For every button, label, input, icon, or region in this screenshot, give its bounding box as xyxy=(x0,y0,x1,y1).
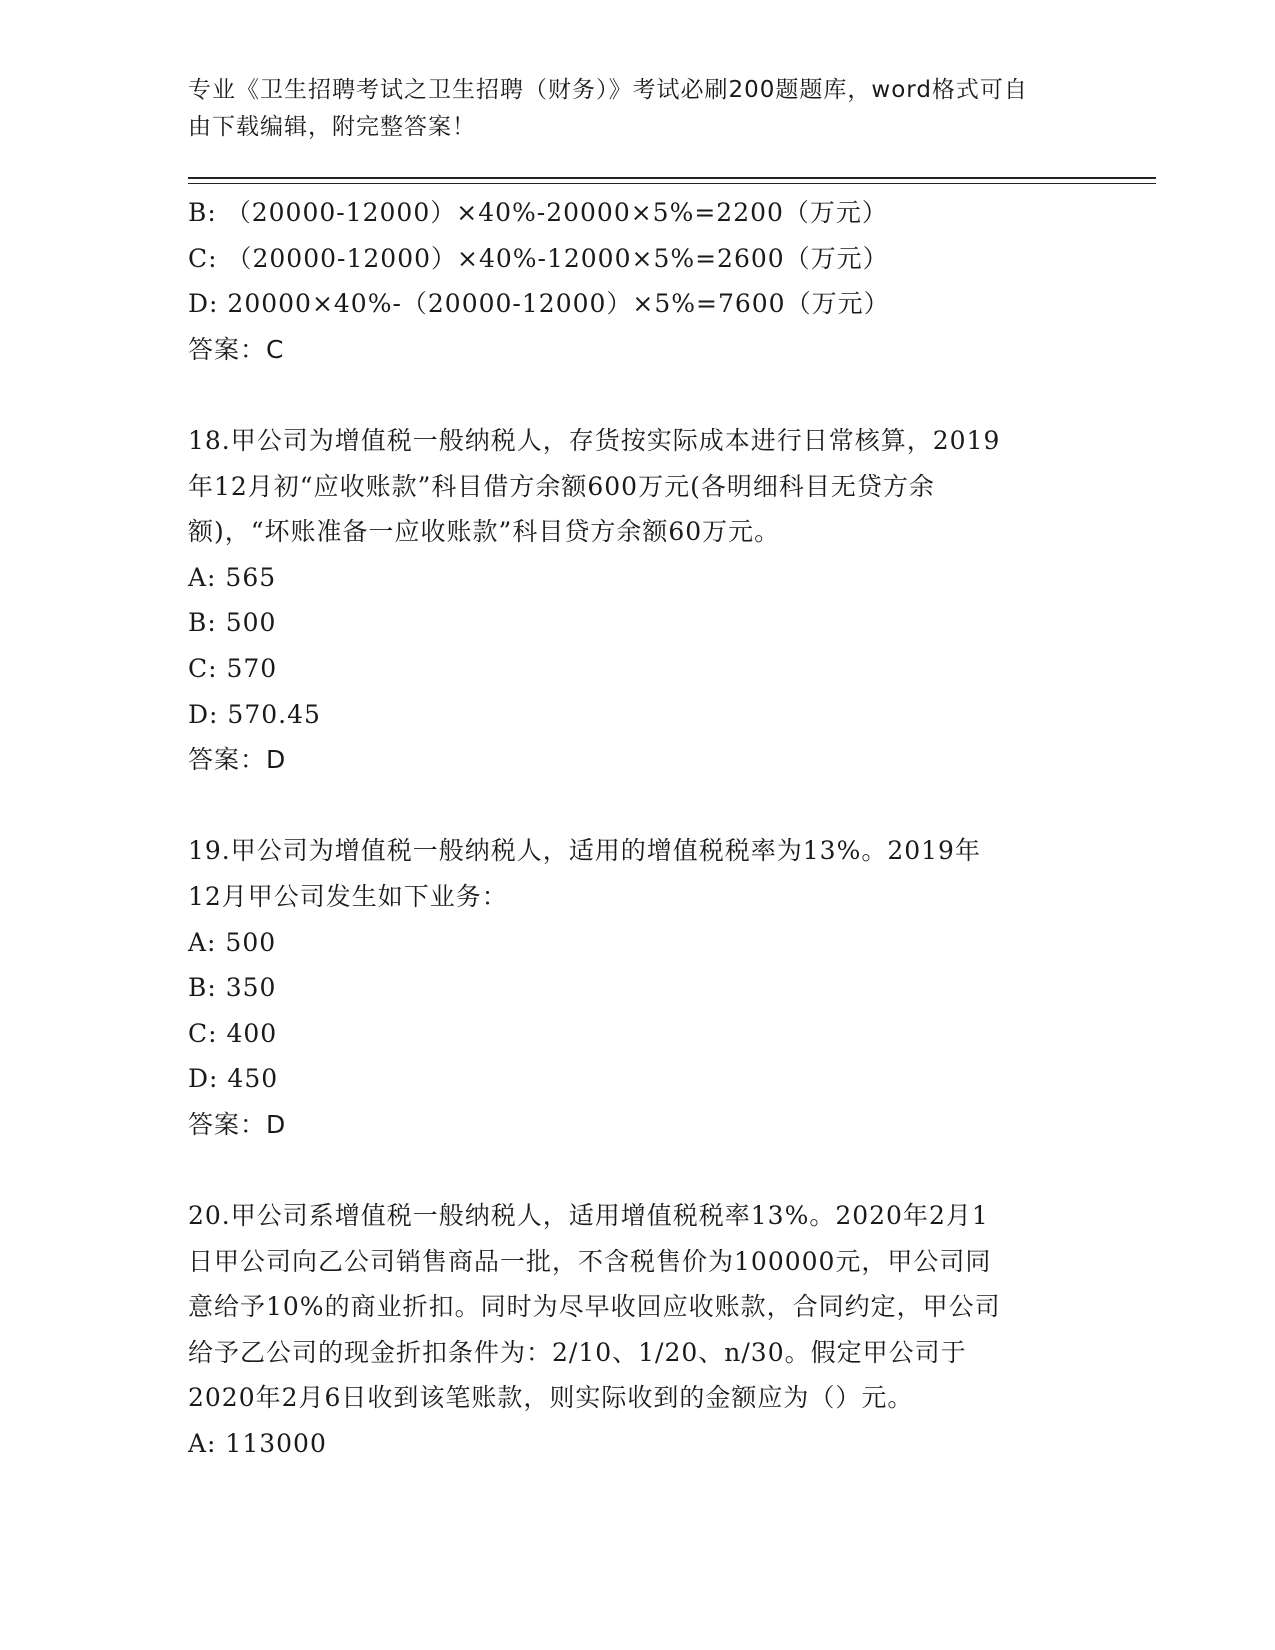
question-17-continued xyxy=(188,190,1088,372)
answer-label: 答案：D xyxy=(188,745,287,775)
question-line: 日甲公司向乙公司销售商品一批，不含税售价为100000元，甲公司同 xyxy=(188,1246,992,1276)
option-c: C: （20000-12000）×40%-12000×5%=2600（万元） xyxy=(188,243,889,273)
question-line: 12月甲公司发生如下业务： xyxy=(188,881,508,911)
document-header xyxy=(188,72,1068,146)
option-c: C: 400 xyxy=(188,1018,278,1048)
option-b: B: 500 xyxy=(188,608,277,638)
answer-label: 答案：D xyxy=(188,1109,287,1139)
question-line: 2020年2月6日收到该笔账款，则实际收到的金额应为（）元。 xyxy=(188,1383,914,1413)
question-18 xyxy=(188,418,1088,783)
header-line-2: 由下载编辑，附完整答案！ xyxy=(188,114,476,140)
question-list xyxy=(188,190,1088,1467)
question-line: 意给予10%的商业折扣。同时为尽早收回应收账款，合同约定，甲公司 xyxy=(188,1292,1001,1322)
question-20 xyxy=(188,1193,1088,1467)
question-line: 20.甲公司系增值税一般纳税人，适用增值税税率13%。2020年2月1 xyxy=(188,1201,989,1231)
option-a: A: 500 xyxy=(188,927,277,957)
option-a: A: 113000 xyxy=(188,1429,327,1459)
question-line: 给予乙公司的现金折扣条件为：2/10、1/20、n/30。假定甲公司于 xyxy=(188,1337,967,1367)
option-d: D: 450 xyxy=(188,1064,279,1094)
option-d: D: 570.45 xyxy=(188,699,321,729)
question-line: 额)，“坏账准备一应收账款”科目贷方余额60万元。 xyxy=(188,517,781,547)
option-d: D: 20000×40%-（20000-12000）×5%=7600（万元） xyxy=(188,289,890,319)
header-divider-thin xyxy=(188,183,1156,184)
question-line: 年12月初“应收账款”科目借方余额600万元(各明细科目无贷方余 xyxy=(188,471,935,501)
header-divider xyxy=(188,177,1156,179)
option-b: B: 350 xyxy=(188,973,277,1003)
question-text xyxy=(188,1193,1088,1421)
question-19 xyxy=(188,828,1088,1147)
option-c: C: 570 xyxy=(188,653,278,683)
question-line: 18.甲公司为增值税一般纳税人，存货按实际成本进行日常核算，2019 xyxy=(188,425,1001,455)
question-text xyxy=(188,828,1088,919)
answer-label: 答案：C xyxy=(188,334,285,364)
header-line-1: 专业《卫生招聘考试之卫生招聘（财务）》考试必刷200题题库，word格式可自 xyxy=(188,77,1028,103)
question-text xyxy=(188,418,1088,555)
question-line: 19.甲公司为增值税一般纳税人，适用的增值税税率为13%。2019年 xyxy=(188,836,981,866)
option-b: B: （20000-12000）×40%-20000×5%=2200（万元） xyxy=(188,198,888,227)
option-a: A: 565 xyxy=(188,562,277,592)
